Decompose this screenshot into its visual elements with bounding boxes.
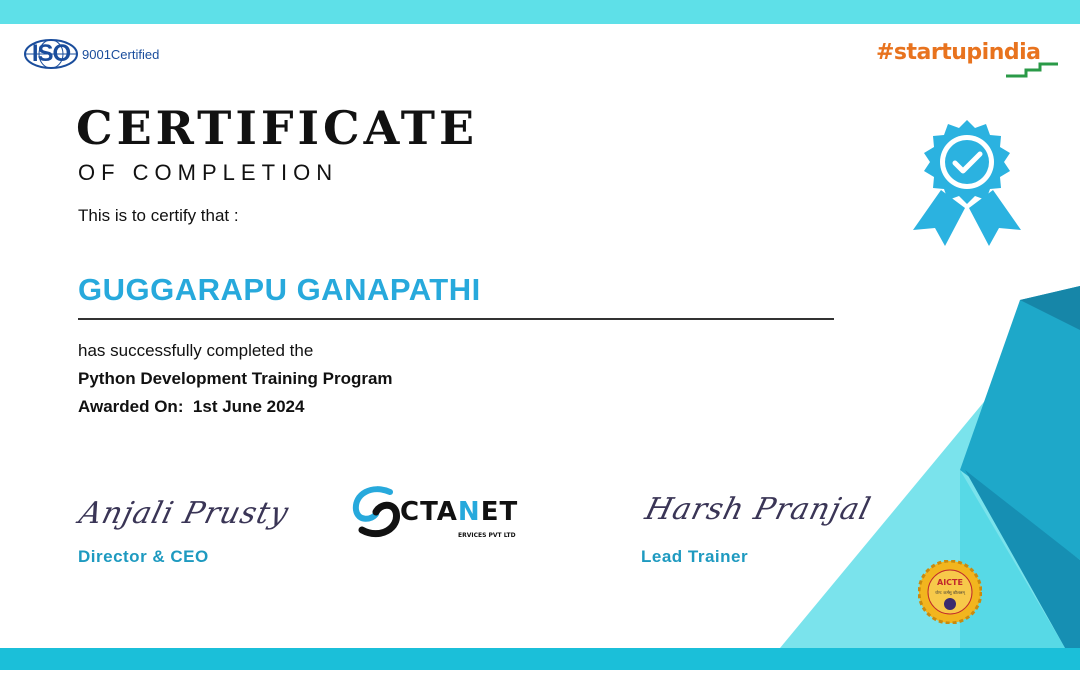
trainer-signature: Harsh Pranjal	[641, 492, 875, 527]
certify-intro-text: This is to certify that :	[78, 206, 239, 225]
aicte-seal	[918, 560, 982, 624]
aicte-label: AICTE	[937, 578, 963, 587]
program-name: Python Development Training Program	[78, 369, 393, 388]
iso-logo-icon	[24, 39, 78, 69]
iso-certification-logo	[24, 38, 159, 70]
completion-text: has successfully completed the	[78, 341, 314, 360]
certificate-title: CERTIFICATE	[76, 101, 479, 155]
octanet-subtitle: ERVICES PVT LTD	[458, 532, 516, 539]
bottom-color-band	[0, 648, 1080, 670]
startup-india-step-icon	[1004, 62, 1060, 78]
startup-india-text: #startupindia	[876, 40, 1041, 65]
certificate-subtitle: OF COMPLETION	[78, 160, 339, 185]
octanet-swirl-icon	[350, 484, 402, 540]
director-signature: Anjali Prusty	[75, 496, 293, 531]
iso-word: ISO	[31, 40, 71, 67]
award-ribbon-icon	[905, 118, 1029, 248]
bottom-white-strip	[0, 670, 1080, 676]
octanet-wordmark: CTANET	[400, 497, 519, 527]
name-underline	[78, 318, 834, 320]
startup-india-logo	[876, 40, 1046, 80]
octanet-logo	[350, 484, 550, 548]
awarded-date: Awarded On: 1st June 2024	[78, 397, 305, 416]
aicte-subtitle: योग: कर्मसु कौशलम्	[935, 590, 965, 595]
iso-certified-text: 9001Certified	[82, 46, 160, 62]
recipient-name: GUGGARAPU GANAPATHI	[78, 272, 481, 307]
director-role: Director & CEO	[78, 547, 209, 566]
trainer-role: Lead Trainer	[641, 547, 749, 566]
